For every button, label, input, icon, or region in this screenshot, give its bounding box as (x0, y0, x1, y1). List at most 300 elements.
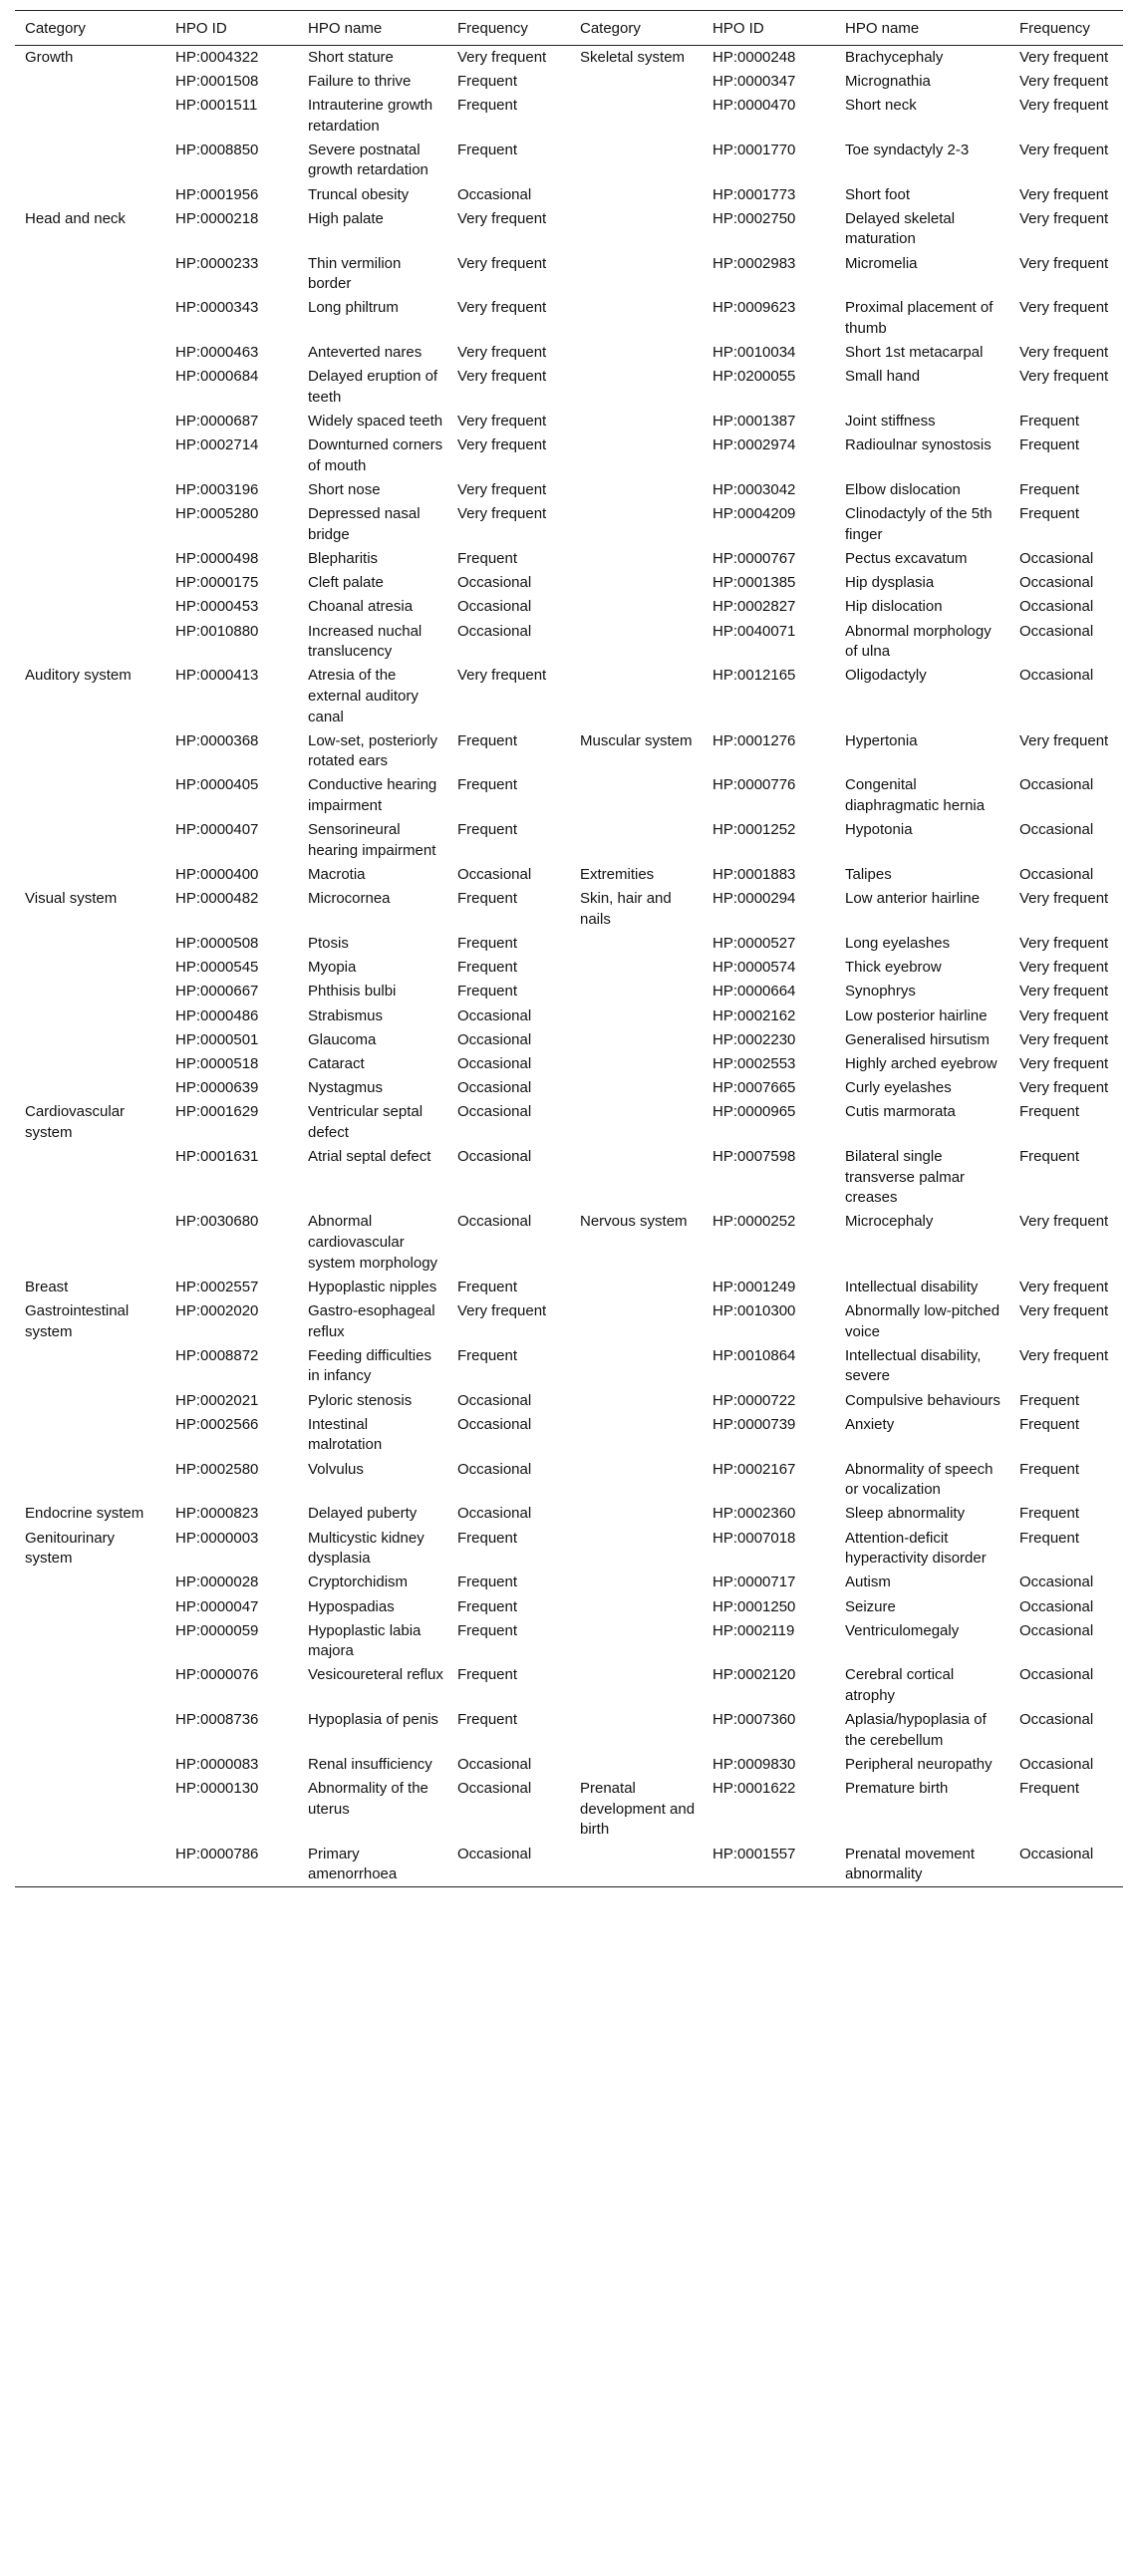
cell-hpo-id-left: HP:0000405 (175, 776, 259, 794)
cell-category-right (570, 1663, 703, 1708)
table-row (15, 1595, 1123, 1619)
cell-hpo-name-left: Phthisis bulbi (308, 983, 397, 1001)
cell-hpo-name-left: Renal insufficiency (308, 1756, 432, 1774)
cell-frequency-right: Frequent (1019, 1103, 1080, 1121)
cell-frequency-left: Occasional (457, 1505, 532, 1523)
cell-frequency-right: Occasional (1019, 622, 1094, 640)
cell-frequency-right: Occasional (1019, 1621, 1094, 1639)
cell-hpo-id-right: HP:0000664 (712, 983, 796, 1001)
cell-hpo-id-left: HP:0004322 (175, 48, 259, 66)
cell-hpo-name-left: Downturned corners of mouth (308, 436, 443, 474)
cell-hpo-id-left: HP:0000003 (175, 1529, 259, 1547)
cell-hpo-name-left: Hypospadias (308, 1597, 395, 1615)
cell-hpo-name-right: Congenital diaphragmatic hernia (845, 776, 986, 815)
cell-category-left (15, 433, 165, 478)
table-row (15, 1753, 1123, 1777)
cell-hpo-id-right: HP:0007665 (712, 1079, 796, 1097)
cell-frequency-left: Occasional (457, 1391, 532, 1409)
header-frequency-right: Frequency (1019, 20, 1090, 37)
cell-frequency-right: Frequent (1019, 1460, 1080, 1478)
cell-hpo-name-left: Atresia of the external auditory canal (308, 667, 419, 725)
cell-hpo-id-right: HP:0002974 (712, 436, 796, 454)
cell-hpo-id-right: HP:0000574 (712, 959, 796, 977)
cell-hpo-id-right: HP:0001770 (712, 141, 796, 158)
cell-category-left (15, 1663, 165, 1708)
cell-hpo-id-left: HP:0000684 (175, 368, 259, 386)
cell-frequency-left: Occasional (457, 1213, 532, 1231)
cell-frequency-left: Frequent (457, 959, 518, 977)
cell-hpo-id-right: HP:0010034 (712, 344, 796, 362)
cell-hpo-name-right: Long eyelashes (845, 935, 951, 952)
cell-frequency-right: Frequent (1019, 1529, 1080, 1547)
cell-hpo-id-right: HP:0001250 (712, 1597, 796, 1615)
cell-hpo-name-right: Brachycephaly (845, 48, 944, 66)
cell-hpo-name-left: Depressed nasal bridge (308, 505, 421, 543)
cell-category-left (15, 1843, 165, 1887)
cell-frequency-right: Very frequent (1019, 1346, 1109, 1364)
cell-category-right: Nervous system (580, 1213, 688, 1231)
table-row (15, 1458, 1123, 1503)
cell-category-right (570, 502, 703, 547)
cell-category-left (15, 502, 165, 547)
cell-frequency-left: Occasional (457, 598, 532, 616)
cell-frequency-right: Very frequent (1019, 209, 1109, 227)
cell-frequency-right: Very frequent (1019, 1278, 1109, 1295)
cell-hpo-id-left: HP:0000463 (175, 344, 259, 362)
cell-frequency-left: Occasional (457, 1103, 532, 1121)
cell-hpo-id-left: HP:0030680 (175, 1213, 259, 1231)
cell-hpo-id-right: HP:0003042 (712, 481, 796, 498)
cell-hpo-id-right: HP:0004209 (712, 505, 796, 523)
table-row (15, 1299, 1123, 1344)
cell-hpo-name-left: Blepharitis (308, 549, 379, 567)
cell-category-right (570, 1595, 703, 1619)
cell-hpo-name-left: Strabismus (308, 1006, 384, 1024)
cell-hpo-id-right: HP:0007598 (712, 1148, 796, 1166)
cell-hpo-id-left: HP:0000508 (175, 935, 259, 952)
cell-frequency-right: Very frequent (1019, 1213, 1109, 1231)
cell-hpo-id-left: HP:0001511 (175, 96, 258, 114)
cell-frequency-left: Occasional (457, 1756, 532, 1774)
cell-frequency-right: Occasional (1019, 1574, 1094, 1591)
table-row (15, 571, 1123, 595)
cell-hpo-name-left: Microcornea (308, 890, 391, 908)
cell-frequency-left: Occasional (457, 185, 532, 203)
cell-hpo-name-right: Generalised hirsutism (845, 1030, 991, 1048)
cell-hpo-name-right: Anxiety (845, 1415, 895, 1433)
cell-hpo-id-left: HP:0000218 (175, 209, 259, 227)
cell-category-left (15, 1052, 165, 1076)
header-hpo-name-left: HPO name (308, 20, 383, 37)
cell-hpo-name-right: Synophrys (845, 983, 916, 1001)
cell-frequency-left: Very frequent (457, 299, 547, 317)
cell-frequency-left: Frequent (457, 731, 518, 749)
cell-hpo-name-left: Low-set, posteriorly rotated ears (308, 731, 438, 770)
cell-hpo-id-left: HP:0000407 (175, 821, 259, 839)
cell-hpo-name-right: Elbow dislocation (845, 481, 961, 498)
cell-hpo-name-left: Volvulus (308, 1460, 364, 1478)
cell-frequency-left: Very frequent (457, 436, 547, 454)
cell-frequency-right: Occasional (1019, 776, 1094, 794)
cell-hpo-name-right: Premature birth (845, 1780, 949, 1798)
cell-hpo-id-right: HP:0000776 (712, 776, 796, 794)
cell-hpo-name-left: Severe postnatal growth retardation (308, 141, 428, 179)
cell-hpo-name-right: Small hand (845, 368, 921, 386)
table-row (15, 45, 1123, 70)
cell-frequency-right: Very frequent (1019, 48, 1109, 66)
cell-hpo-name-left: Myopia (308, 959, 357, 977)
table-header-row (15, 11, 1123, 46)
cell-hpo-name-left: Vesicoureteral reflux (308, 1666, 443, 1684)
cell-hpo-name-right: Proximal placement of thumb (845, 299, 994, 337)
cell-category-right: Skin, hair and nails (580, 890, 672, 928)
cell-category-left (15, 595, 165, 619)
cell-hpo-id-left: HP:0000486 (175, 1006, 259, 1024)
cell-hpo-name-right: Low posterior hairline (845, 1006, 988, 1024)
cell-category-left: Visual system (25, 890, 118, 908)
cell-category-left (15, 94, 165, 139)
cell-hpo-name-left: Truncal obesity (308, 185, 410, 203)
cell-frequency-right: Occasional (1019, 667, 1094, 685)
cell-hpo-id-left: HP:0002557 (175, 1278, 259, 1295)
table-row (15, 183, 1123, 207)
cell-hpo-name-right: Short 1st metacarpal (845, 344, 984, 362)
cell-category-right (570, 433, 703, 478)
cell-hpo-name-right: Abnormal morphology of ulna (845, 622, 992, 661)
cell-category-left (15, 1619, 165, 1664)
header-hpo-id-left: HPO ID (175, 20, 227, 37)
cell-frequency-right: Very frequent (1019, 141, 1109, 158)
cell-hpo-name-left: Glaucoma (308, 1030, 377, 1048)
cell-hpo-name-right: Radioulnar synostosis (845, 436, 992, 454)
cell-frequency-left: Occasional (457, 622, 532, 640)
cell-category-right (570, 1389, 703, 1413)
cell-category-left (15, 863, 165, 887)
table-row (15, 1052, 1123, 1076)
header-hpo-name-right: HPO name (845, 20, 920, 37)
cell-hpo-id-left: HP:0000667 (175, 983, 259, 1001)
cell-frequency-right: Occasional (1019, 1845, 1094, 1862)
table-row (15, 296, 1123, 341)
cell-frequency-left: Occasional (457, 1780, 532, 1798)
cell-hpo-id-left: HP:0000130 (175, 1780, 259, 1798)
cell-frequency-left: Frequent (457, 549, 518, 567)
cell-category-right (570, 1843, 703, 1887)
cell-hpo-id-right: HP:0000294 (712, 890, 796, 908)
cell-hpo-name-right: Low anterior hairline (845, 890, 981, 908)
cell-hpo-name-right: Aplasia/hypoplasia of the cerebellum (845, 1711, 987, 1749)
cell-hpo-name-right: Intellectual disability, severe (845, 1346, 982, 1385)
cell-hpo-id-right: HP:0000527 (712, 935, 796, 952)
cell-hpo-id-left: HP:0000453 (175, 598, 259, 616)
cell-hpo-id-right: HP:0000470 (712, 96, 796, 114)
cell-hpo-id-right: HP:0002360 (712, 1505, 796, 1523)
cell-hpo-id-left: HP:0001956 (175, 185, 259, 203)
cell-hpo-id-left: HP:0000639 (175, 1079, 259, 1097)
cell-hpo-id-left: HP:0000413 (175, 667, 259, 685)
cell-category-left (15, 183, 165, 207)
cell-category-right (570, 1028, 703, 1052)
cell-hpo-id-left: HP:0008850 (175, 141, 259, 158)
cell-category-right (570, 139, 703, 183)
header-category-right: Category (580, 20, 641, 37)
cell-hpo-name-right: Seizure (845, 1597, 896, 1615)
cell-hpo-id-left: HP:0010880 (175, 622, 259, 640)
cell-hpo-name-left: Abnormal cardiovascular system morphology (308, 1213, 438, 1272)
table-body (15, 45, 1123, 1887)
table-row (15, 1663, 1123, 1708)
cell-hpo-name-left: Thin vermilion border (308, 254, 402, 293)
cell-hpo-name-right: Cerebral cortical atrophy (845, 1666, 955, 1705)
cell-hpo-name-left: High palate (308, 209, 384, 227)
cell-category-left (15, 139, 165, 183)
table-row (15, 139, 1123, 183)
cell-frequency-right: Frequent (1019, 1391, 1080, 1409)
cell-hpo-name-left: Anteverted nares (308, 344, 423, 362)
cell-hpo-id-left: HP:0001508 (175, 72, 259, 90)
cell-hpo-name-left: Short stature (308, 48, 394, 66)
cell-hpo-id-left: HP:0000518 (175, 1054, 259, 1072)
cell-hpo-id-left: HP:0000687 (175, 413, 259, 430)
cell-category-right (570, 980, 703, 1003)
cell-hpo-id-right: HP:0002167 (712, 1460, 796, 1478)
cell-hpo-id-left: HP:0000343 (175, 299, 259, 317)
table-row (15, 664, 1123, 728)
cell-frequency-right: Very frequent (1019, 72, 1109, 90)
cell-hpo-name-right: Oligodactyly (845, 667, 927, 685)
cell-hpo-name-left: Short nose (308, 481, 381, 498)
cell-category-right: Skeletal system (580, 48, 686, 66)
cell-hpo-id-right: HP:0001252 (712, 821, 796, 839)
table-row (15, 207, 1123, 252)
cell-frequency-left: Very frequent (457, 1302, 547, 1320)
cell-hpo-name-right: Toe syndactyly 2-3 (845, 141, 970, 158)
cell-hpo-id-right: HP:0000722 (712, 1391, 796, 1409)
cell-hpo-id-left: HP:0000545 (175, 959, 259, 977)
cell-hpo-id-right: HP:0001249 (712, 1278, 796, 1295)
table-row (15, 94, 1123, 139)
cell-frequency-right: Frequent (1019, 1780, 1080, 1798)
table-row (15, 1502, 1123, 1526)
cell-hpo-id-right: HP:0001622 (712, 1780, 796, 1798)
header-frequency-left: Frequency (457, 20, 528, 37)
cell-category-right (570, 956, 703, 980)
cell-category-left: Gastrointestinal system (25, 1302, 130, 1340)
table-row (15, 502, 1123, 547)
cell-hpo-name-left: Nystagmus (308, 1079, 384, 1097)
cell-frequency-right: Very frequent (1019, 959, 1109, 977)
cell-category-right (570, 571, 703, 595)
cell-category-right (570, 1299, 703, 1344)
cell-frequency-right: Occasional (1019, 866, 1094, 884)
cell-category-right (570, 365, 703, 410)
cell-hpo-id-left: HP:0000498 (175, 549, 259, 567)
cell-frequency-right: Occasional (1019, 1756, 1094, 1774)
cell-category-left (15, 410, 165, 433)
table-row (15, 932, 1123, 956)
cell-hpo-id-right: HP:0009623 (712, 299, 796, 317)
table-row (15, 1708, 1123, 1753)
cell-hpo-name-right: Hypertonia (845, 731, 918, 749)
cell-frequency-left: Frequent (457, 935, 518, 952)
cell-hpo-name-right: Thick eyebrow (845, 959, 942, 977)
cell-frequency-left: Very frequent (457, 209, 547, 227)
cell-category-left (15, 932, 165, 956)
cell-category-left: Genitourinary system (25, 1529, 116, 1568)
table-row (15, 863, 1123, 887)
cell-category-right (570, 1413, 703, 1458)
cell-category-left (15, 70, 165, 94)
cell-frequency-right: Very frequent (1019, 368, 1109, 386)
cell-hpo-id-left: HP:0002714 (175, 436, 259, 454)
cell-hpo-name-left: Failure to thrive (308, 72, 412, 90)
cell-frequency-right: Very frequent (1019, 185, 1109, 203)
cell-hpo-id-left: HP:0001631 (175, 1148, 259, 1166)
cell-category-left (15, 547, 165, 571)
cell-hpo-id-right: HP:0010864 (712, 1346, 796, 1364)
table-row (15, 1389, 1123, 1413)
cell-frequency-right: Occasional (1019, 598, 1094, 616)
cell-frequency-right: Very frequent (1019, 96, 1109, 114)
cell-category-right (570, 620, 703, 665)
cell-hpo-id-left: HP:0002566 (175, 1415, 259, 1433)
cell-category-left (15, 571, 165, 595)
cell-hpo-name-left: Ptosis (308, 935, 349, 952)
cell-frequency-left: Frequent (457, 141, 518, 158)
cell-hpo-name-left: Cataract (308, 1054, 365, 1072)
cell-category-right (570, 1276, 703, 1299)
table-row (15, 1527, 1123, 1572)
table-row (15, 729, 1123, 774)
cell-category-right (570, 70, 703, 94)
cell-category-right (570, 1004, 703, 1028)
cell-category-right (570, 1527, 703, 1572)
cell-hpo-name-right: Bilateral single transverse palmar creases (845, 1148, 966, 1207)
cell-frequency-left: Occasional (457, 1006, 532, 1024)
table-row (15, 1344, 1123, 1389)
cell-hpo-id-right: HP:0012165 (712, 667, 796, 685)
table-row (15, 1571, 1123, 1594)
cell-frequency-left: Frequent (457, 821, 518, 839)
table-row (15, 410, 1123, 433)
table-row (15, 773, 1123, 818)
cell-category-right (570, 94, 703, 139)
cell-frequency-left: Frequent (457, 72, 518, 90)
cell-hpo-id-left: HP:0000175 (175, 574, 259, 592)
cell-frequency-left: Occasional (457, 1054, 532, 1072)
table-row (15, 980, 1123, 1003)
cell-hpo-id-right: HP:0000767 (712, 549, 796, 567)
cell-category-right (570, 1458, 703, 1503)
cell-category-left: Breast (25, 1278, 69, 1295)
cell-frequency-right: Frequent (1019, 1148, 1080, 1166)
cell-category-right (570, 547, 703, 571)
cell-category-left: Endocrine system (25, 1505, 144, 1523)
table-row (15, 818, 1123, 863)
cell-hpo-id-left: HP:0003196 (175, 481, 259, 498)
cell-category-left (15, 818, 165, 863)
cell-hpo-id-right: HP:0000739 (712, 1415, 796, 1433)
cell-category-right: Extremities (580, 866, 655, 884)
cell-category-right (570, 1052, 703, 1076)
table-row (15, 365, 1123, 410)
cell-hpo-name-left: Choanal atresia (308, 598, 414, 616)
cell-category-left: Auditory system (25, 667, 132, 685)
cell-hpo-id-left: HP:0000786 (175, 1845, 259, 1862)
cell-hpo-id-left: HP:0002021 (175, 1391, 259, 1409)
cell-hpo-id-right: HP:0040071 (712, 622, 796, 640)
cell-category-left (15, 773, 165, 818)
cell-hpo-id-right: HP:0001773 (712, 185, 796, 203)
cell-category-left (15, 1389, 165, 1413)
cell-category-right: Muscular system (580, 731, 693, 749)
cell-hpo-id-right: HP:0000965 (712, 1103, 796, 1121)
cell-hpo-name-left: Ventricular septal defect (308, 1103, 424, 1141)
cell-hpo-id-right: HP:0001276 (712, 731, 796, 749)
table-row (15, 1777, 1123, 1842)
cell-frequency-left: Very frequent (457, 254, 547, 272)
cell-hpo-id-left: HP:0000076 (175, 1666, 259, 1684)
cell-hpo-name-right: Sleep abnormality (845, 1505, 966, 1523)
cell-frequency-left: Occasional (457, 1030, 532, 1048)
cell-hpo-name-right: Peripheral neuropathy (845, 1756, 993, 1774)
cell-category-left: Head and neck (25, 209, 126, 227)
cell-hpo-id-left: HP:0002580 (175, 1460, 259, 1478)
table-row (15, 1004, 1123, 1028)
cell-hpo-id-left: HP:0000823 (175, 1505, 259, 1523)
cell-category-right (570, 252, 703, 297)
cell-category-left (15, 620, 165, 665)
cell-category-right (570, 818, 703, 863)
table-row (15, 433, 1123, 478)
cell-frequency-right: Very frequent (1019, 344, 1109, 362)
cell-hpo-id-left: HP:0000400 (175, 866, 259, 884)
cell-frequency-left: Frequent (457, 1621, 518, 1639)
cell-hpo-id-right: HP:0000248 (712, 48, 796, 66)
cell-hpo-id-left: HP:0000047 (175, 1597, 259, 1615)
cell-hpo-id-right: HP:0009830 (712, 1756, 796, 1774)
cell-hpo-name-right: Joint stiffness (845, 413, 936, 430)
table-row (15, 1276, 1123, 1299)
cell-category-left (15, 1413, 165, 1458)
cell-category-left (15, 1210, 165, 1275)
cell-hpo-id-left: HP:0000482 (175, 890, 259, 908)
cell-hpo-id-right: HP:0002230 (712, 1030, 796, 1048)
cell-hpo-id-right: HP:0000717 (712, 1574, 796, 1591)
cell-frequency-left: Frequent (457, 1529, 518, 1547)
cell-category-right (570, 207, 703, 252)
cell-frequency-left: Frequent (457, 1346, 518, 1364)
cell-hpo-name-right: Attention-deficit hyperactivity disorder (845, 1529, 987, 1568)
cell-frequency-right: Very frequent (1019, 1079, 1109, 1097)
cell-hpo-id-right: HP:0001557 (712, 1845, 796, 1862)
cell-category-left (15, 956, 165, 980)
cell-hpo-id-right: HP:0200055 (712, 368, 796, 386)
cell-hpo-id-right: HP:0001385 (712, 574, 796, 592)
cell-category-right (570, 1708, 703, 1753)
cell-frequency-left: Very frequent (457, 413, 547, 430)
cell-frequency-right: Occasional (1019, 549, 1094, 567)
cell-category-right (570, 664, 703, 728)
cell-category-left (15, 1595, 165, 1619)
cell-category-left: Cardiovascular system (25, 1103, 126, 1141)
cell-hpo-id-right: HP:0001883 (712, 866, 796, 884)
cell-hpo-id-left: HP:0008736 (175, 1711, 259, 1729)
cell-frequency-right: Very frequent (1019, 254, 1109, 272)
cell-category-right (570, 1100, 703, 1145)
cell-hpo-name-right: Autism (845, 1574, 891, 1591)
cell-frequency-right: Frequent (1019, 413, 1080, 430)
